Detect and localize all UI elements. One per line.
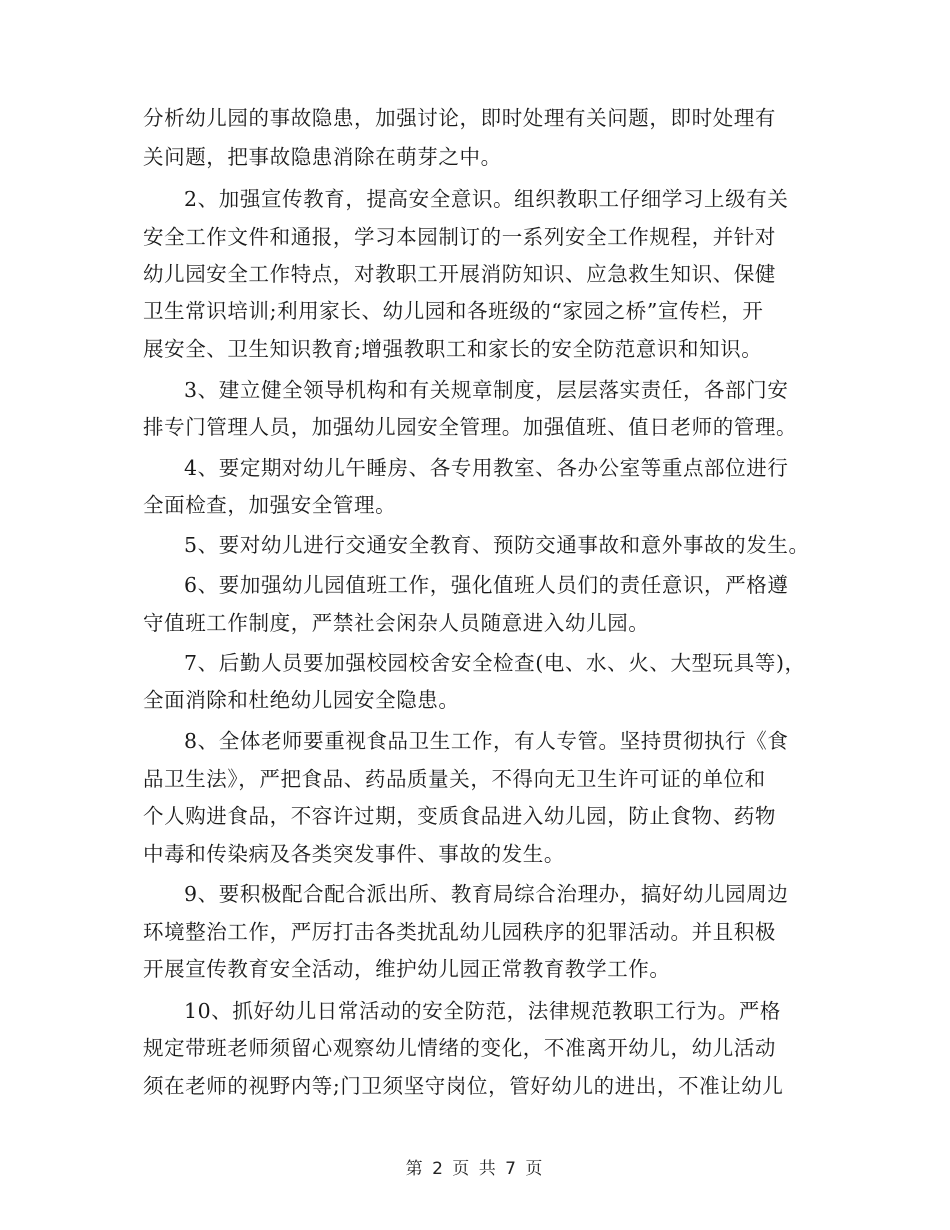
text-line: 9、要积极配合配合派出所、教育局综合治理办，搞好幼儿园周边 [184, 882, 789, 906]
page-footer: 第 2 页 共 7 页 [405, 1159, 545, 1179]
text-line: 3、建立健全领导机构和有关规章制度，层层落实责任，各部门安 [184, 378, 789, 402]
text-line: 2、加强宣传教育，提高安全意识。组织教职工仔细学习上级有关 [184, 187, 789, 211]
text-line: 个人购进食品，不容许过期，变质食品进入幼儿园，防止食物、药物 [143, 804, 776, 828]
text-line: 幼儿园安全工作特点，对教职工开展消防知识、应急救生知识、保健 [143, 262, 776, 286]
text-line: 规定带班老师须留心观察幼儿情绪的变化，不准离开幼儿，幼儿活动 [143, 1036, 776, 1060]
text-line: 中毒和传染病及各类突发事件、事故的发生。 [143, 842, 565, 866]
text-line: 分析幼儿园的事故隐患，加强讨论，即时处理有关问题，即时处理有 [143, 106, 776, 130]
text-line: 守值班工作制度，严禁社会闲杂人员随意进入幼儿园。 [143, 611, 650, 635]
text-line: 4、要定期对幼儿午睡房、各专用教室、各办公室等重点部位进行 [184, 456, 789, 480]
text-line: 开展宣传教育安全活动，维护幼儿园正常教育教学工作。 [143, 957, 671, 981]
text-line: 关问题，把事故隐患消除在萌芽之中。 [143, 145, 502, 169]
text-line: 全面消除和杜绝幼儿园安全隐患。 [143, 688, 460, 712]
text-line: 须在老师的视野内等;门卫须坚守岗位，管好幼儿的进出，不准让幼儿 [143, 1074, 784, 1098]
text-line: 卫生常识培训;利用家长、幼儿园和各班级的“家园之桥”宣传栏，开 [143, 299, 764, 323]
text-line: 10、抓好幼儿日常活动的安全防范，法律规范教职工行为。严格 [184, 999, 781, 1023]
text-line: 品卫生法》，严把食品、药品质量关，不得向无卫生许可证的单位和 [143, 767, 766, 791]
text-line: 5、要对幼儿进行交通安全教育、预防交通事故和意外事故的发生。 [184, 533, 810, 557]
text-line: 排专门管理人员，加强幼儿园安全管理。加强值班、值日老师的管理。 [143, 415, 798, 439]
text-line: 6、要加强幼儿园值班工作，强化值班人员们的责任意识，严格遵 [184, 573, 789, 597]
text-line: 8、全体老师要重视食品卫生工作，有人专管。坚持贯彻执行《食 [184, 729, 789, 753]
text-line: 安全工作文件和通报，学习本园制订的一系列安全工作规程，并针对 [143, 225, 776, 249]
text-line: 环境整治工作，严厉打击各类扰乱幼儿园秩序的犯罪活动。并且积极 [143, 920, 776, 944]
text-line: 展安全、卫生知识教育;增强教职工和家长的安全防范意识和知识。 [143, 337, 763, 361]
text-line: 全面检查，加强安全管理。 [143, 493, 397, 517]
text-line: 7、后勤人员要加强校园校舍安全检查(电、水、火、大型玩具等)， [184, 651, 806, 675]
